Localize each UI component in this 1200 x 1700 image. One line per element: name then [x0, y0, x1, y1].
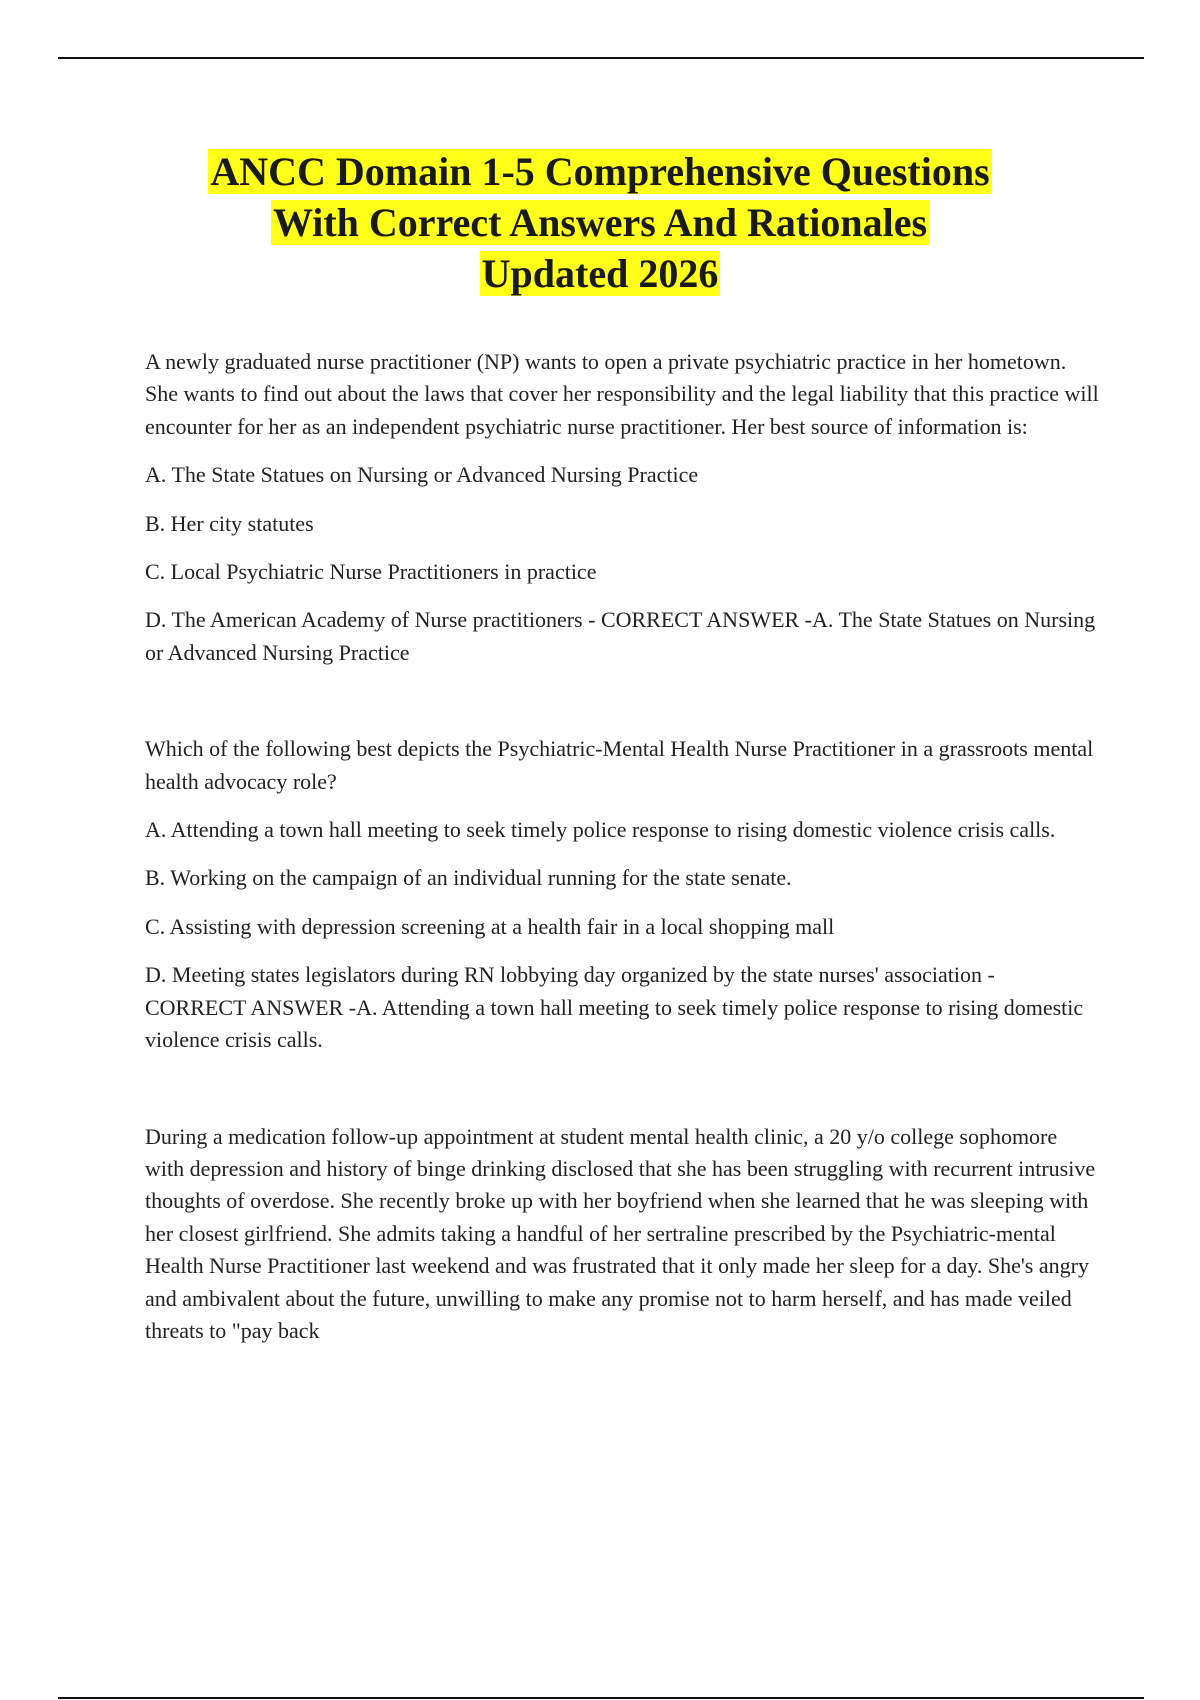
document-title [100, 146, 1100, 299]
question-1-option-a: A. The State Statues on Nursing or Advanced Nursing Practice [145, 462, 699, 488]
document-body [145, 346, 1100, 1363]
question-block-3 [145, 1121, 1100, 1348]
question-spacer [145, 1073, 1100, 1121]
question-spacer [145, 685, 1100, 733]
question-3-stem: During a medication follow-up appointment at student mental health clinic, a 20 y/o college sophomore with depression and history of binge drinking disclosed that she has been struggling with recurrent intrusive thoughts of overdose. She recently broke up with her boyfriend when she learned that he was sleeping with her closest girlfriend. She admits taking a handful of her sertraline prescribed by the Psychiatric-mental Health Nurse Practitioner last weekend and was frustrated that it only made her sleep for a day. She's angry and ambivalent about the future, unwilling to make any promise not to harm herself, and has made veiled threats to "pay back [145, 1123, 1096, 1343]
question-1-option-b: B. Her city statutes [145, 510, 314, 536]
question-2-option-a: A. Attending a town hall meeting to seek timely police response to rising domestic violence crisis calls. [145, 817, 1056, 843]
top-rule [58, 57, 1144, 59]
question-2-option-d-answer: D. Meeting states legislators during RN lobbying day organized by the state nurses' association - CORRECT ANSWER -A. Attending a town hall meeting to seek timely police response to rising domestic violence crisis calls. [145, 962, 1084, 1053]
bottom-rule [58, 1697, 1144, 1699]
title-line-2: With Correct Answers And Rationales [272, 200, 928, 245]
question-2-option-c: C. Assisting with depression screening at a health fair in a local shopping mall [145, 913, 835, 939]
question-1-option-d-answer: D. The American Academy of Nurse practitioners - CORRECT ANSWER -A. The State Statues on Nursing or Advanced Nursing Practice [145, 607, 1096, 665]
question-block-2 [145, 733, 1100, 1056]
title-line-3: Updated 2026 [481, 251, 719, 296]
question-2-stem: Which of the following best depicts the Psychiatric-Mental Health Nurse Practitioner in a grassroots mental health advocacy role? [145, 736, 1094, 794]
question-1-stem: A newly graduated nurse practitioner (NP) wants to open a private psychiatric practice in her hometown. She wants to find out about the laws that cover her responsibility and the legal liability that this practice will encounter for her as an independent psychiatric nurse practitioner. Her best source of information is: [145, 349, 1099, 439]
title-line-1: ANCC Domain 1-5 Comprehensive Questions [210, 149, 990, 194]
question-block-1 [145, 346, 1100, 669]
question-2-option-b: B. Working on the campaign of an individual running for the state senate. [145, 865, 792, 891]
question-1-option-c: C. Local Psychiatric Nurse Practitioners in practice [145, 559, 597, 585]
